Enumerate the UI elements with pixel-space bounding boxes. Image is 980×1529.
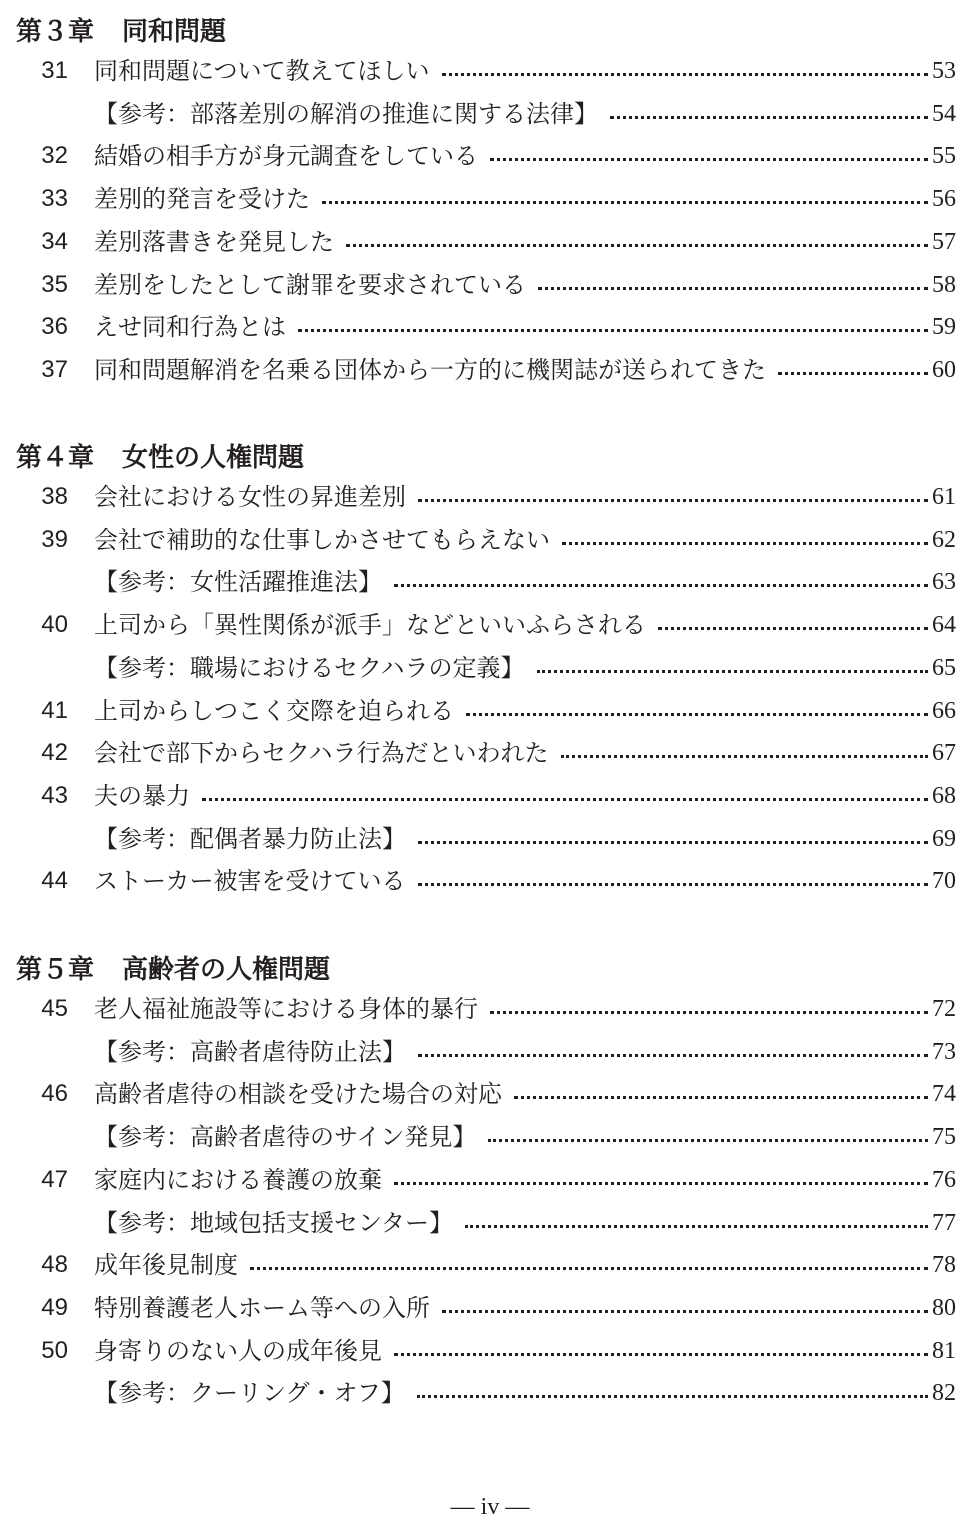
toc-entry[interactable] — [0, 693, 956, 729]
entry-page-number: 80 — [932, 1295, 956, 1321]
entry-title: 老人福祉施設等における身体的暴行 — [94, 995, 478, 1023]
entry-title: 特別養護老人ホーム等への入所 — [94, 1294, 430, 1322]
entry-title: ストーカー被害を受けている — [94, 867, 406, 895]
entry-title: 会社で補助的な仕事しかさせてもらえない — [94, 526, 550, 554]
dot-leader — [465, 1223, 928, 1228]
entry-page-number: 53 — [932, 58, 956, 84]
chapter-heading — [16, 440, 304, 476]
toc-reference-entry[interactable] — [0, 564, 956, 600]
entry-title: 【参考：クーリング・オフ】 — [94, 1379, 405, 1407]
chapter-label: 第５章 — [16, 955, 95, 985]
entry-page-number: 60 — [932, 357, 956, 383]
entry-page-number: 77 — [932, 1210, 956, 1236]
dot-leader — [466, 711, 928, 716]
entry-page-number: 78 — [932, 1252, 956, 1278]
entry-page-number: 63 — [932, 569, 956, 595]
dot-leader — [394, 1351, 928, 1356]
entry-title: 家庭内における養護の放棄 — [94, 1166, 382, 1194]
entry-number: 42 — [41, 739, 68, 766]
entry-title: 差別をしたとして謝罪を要求されている — [94, 271, 526, 299]
entry-number: 35 — [41, 271, 68, 298]
entry-number: 48 — [41, 1251, 68, 1278]
entry-title: 差別的発言を受けた — [94, 185, 310, 213]
dot-leader — [658, 625, 928, 630]
toc-entry[interactable] — [0, 1162, 956, 1198]
entry-page-number: 57 — [932, 229, 956, 255]
toc-entry[interactable] — [0, 735, 956, 771]
dot-leader — [418, 1052, 928, 1057]
entry-title: 会社における女性の昇進差別 — [94, 483, 406, 511]
toc-entry[interactable] — [0, 309, 956, 345]
entry-title: 【参考：部落差別の解消の推進に関する法律】 — [94, 100, 598, 128]
entry-page-number: 68 — [932, 783, 956, 809]
toc-reference-entry[interactable] — [0, 96, 956, 132]
dot-leader — [418, 839, 928, 844]
dot-leader — [778, 370, 928, 375]
entry-page-number: 58 — [932, 272, 956, 298]
entry-title: 夫の暴力 — [94, 782, 190, 810]
entry-title: 【参考：女性活躍推進法】 — [94, 568, 382, 596]
dot-leader — [442, 1308, 928, 1313]
toc-entry[interactable] — [0, 352, 956, 388]
entry-page-number: 59 — [932, 314, 956, 340]
entry-title: 【参考：職場におけるセクハラの定義】 — [94, 654, 525, 682]
entry-number: 39 — [41, 526, 68, 553]
entry-title: 結婚の相手方が身元調査をしている — [94, 142, 478, 170]
entry-page-number: 54 — [932, 101, 956, 127]
dot-leader — [488, 1137, 928, 1142]
dot-leader — [394, 582, 928, 587]
dot-leader — [561, 753, 928, 758]
entry-page-number: 66 — [932, 698, 956, 724]
entry-page-number: 76 — [932, 1167, 956, 1193]
entry-number: 32 — [41, 142, 68, 169]
entry-page-number: 69 — [932, 826, 956, 852]
toc-entry[interactable] — [0, 1247, 956, 1283]
entry-page-number: 65 — [932, 655, 956, 681]
toc-entry[interactable] — [0, 224, 956, 260]
chapter-label: 第４章 — [16, 443, 95, 473]
entry-title: 高齢者虐待の相談を受けた場合の対応 — [94, 1080, 502, 1108]
entry-title: 【参考：高齢者虐待防止法】 — [94, 1038, 406, 1066]
entry-page-number: 64 — [932, 612, 956, 638]
entry-number: 33 — [41, 185, 68, 212]
entry-number: 37 — [41, 356, 68, 383]
entry-number: 45 — [41, 995, 68, 1022]
entry-title: 同和問題解消を名乗る団体から一方的に機関誌が送られてきた — [94, 356, 766, 384]
dot-leader — [346, 242, 928, 247]
entry-page-number: 75 — [932, 1124, 956, 1150]
dot-leader — [298, 327, 928, 332]
entry-title: えせ同和行為とは — [94, 313, 286, 341]
entry-title: 上司からしつこく交際を迫られる — [94, 697, 454, 725]
toc-entry[interactable] — [0, 1333, 956, 1369]
page-number-footer: — iv — — [450, 1494, 530, 1520]
entry-page-number: 74 — [932, 1081, 956, 1107]
entry-number: 31 — [41, 57, 68, 84]
dot-leader — [490, 1009, 928, 1014]
dot-leader — [394, 1180, 928, 1185]
entry-number: 41 — [41, 697, 68, 724]
entry-page-number: 82 — [932, 1380, 956, 1406]
entry-page-number: 56 — [932, 186, 956, 212]
dot-leader — [250, 1265, 928, 1270]
dot-leader — [418, 881, 928, 886]
dot-leader — [514, 1094, 928, 1099]
dot-leader — [322, 199, 928, 204]
dot-leader — [202, 796, 928, 801]
toc-entry[interactable] — [0, 863, 956, 899]
dot-leader — [417, 1393, 928, 1398]
entry-page-number: 55 — [932, 143, 956, 169]
toc-entry[interactable] — [0, 138, 956, 174]
entry-page-number: 61 — [932, 484, 956, 510]
entry-title: 【参考：配偶者暴力防止法】 — [94, 825, 406, 853]
chapter-title: 高齢者の人権問題 — [122, 955, 331, 985]
entry-title: 身寄りのない人の成年後見 — [94, 1337, 382, 1365]
dot-leader — [538, 285, 928, 290]
dot-leader — [562, 540, 928, 545]
toc-entry[interactable] — [0, 991, 956, 1027]
entry-title: 会社で部下からセクハラ行為だといわれた — [94, 739, 549, 767]
entry-number: 40 — [41, 611, 68, 638]
toc-reference-entry[interactable] — [0, 821, 956, 857]
chapter-label: 第３章 — [16, 17, 95, 47]
toc-entry[interactable] — [0, 479, 956, 515]
toc-entry[interactable] — [0, 267, 956, 303]
entry-title: 同和問題について教えてほしい — [94, 57, 430, 85]
toc-entry[interactable] — [0, 778, 956, 814]
entry-title: 上司から「異性関係が派手」などといいふらされる — [94, 611, 646, 639]
toc-reference-entry[interactable] — [0, 1119, 956, 1155]
toc-entry[interactable] — [0, 1076, 956, 1112]
entry-number: 43 — [41, 782, 68, 809]
toc-reference-entry[interactable] — [0, 1205, 956, 1241]
entry-number: 50 — [41, 1337, 68, 1364]
entry-page-number: 62 — [932, 527, 956, 553]
entry-page-number: 67 — [932, 740, 956, 766]
entry-page-number: 72 — [932, 996, 956, 1022]
entry-number: 36 — [41, 313, 68, 340]
toc-entry[interactable] — [0, 522, 956, 558]
chapter-heading — [16, 952, 330, 988]
dot-leader — [610, 114, 928, 119]
entry-title: 【参考：地域包括支援センター】 — [94, 1209, 454, 1237]
toc-entry[interactable] — [0, 607, 956, 643]
entry-number: 46 — [41, 1080, 68, 1107]
entry-number: 49 — [41, 1294, 68, 1321]
entry-page-number: 70 — [932, 868, 956, 894]
toc-reference-entry[interactable] — [0, 650, 956, 686]
entry-title: 差別落書きを発見した — [94, 228, 334, 256]
toc-entry[interactable] — [0, 181, 956, 217]
entry-title: 成年後見制度 — [94, 1251, 238, 1279]
entry-number: 34 — [41, 228, 68, 255]
entry-number: 44 — [41, 867, 68, 894]
entry-number: 38 — [41, 483, 68, 510]
entry-title: 【参考：高齢者虐待のサイン発見】 — [94, 1123, 477, 1151]
toc-entry[interactable] — [0, 1290, 956, 1326]
dot-leader — [537, 668, 928, 673]
dot-leader — [442, 71, 928, 76]
entry-number: 47 — [41, 1166, 68, 1193]
dot-leader — [490, 156, 928, 161]
entry-page-number: 81 — [932, 1338, 956, 1364]
chapter-title: 同和問題 — [122, 17, 227, 47]
entry-page-number: 73 — [932, 1039, 956, 1065]
toc-entry[interactable] — [0, 53, 956, 89]
chapter-heading — [16, 14, 226, 50]
toc-reference-entry[interactable] — [0, 1375, 956, 1411]
dot-leader — [418, 497, 928, 502]
toc-reference-entry[interactable] — [0, 1034, 956, 1070]
chapter-title: 女性の人権問題 — [122, 443, 305, 473]
